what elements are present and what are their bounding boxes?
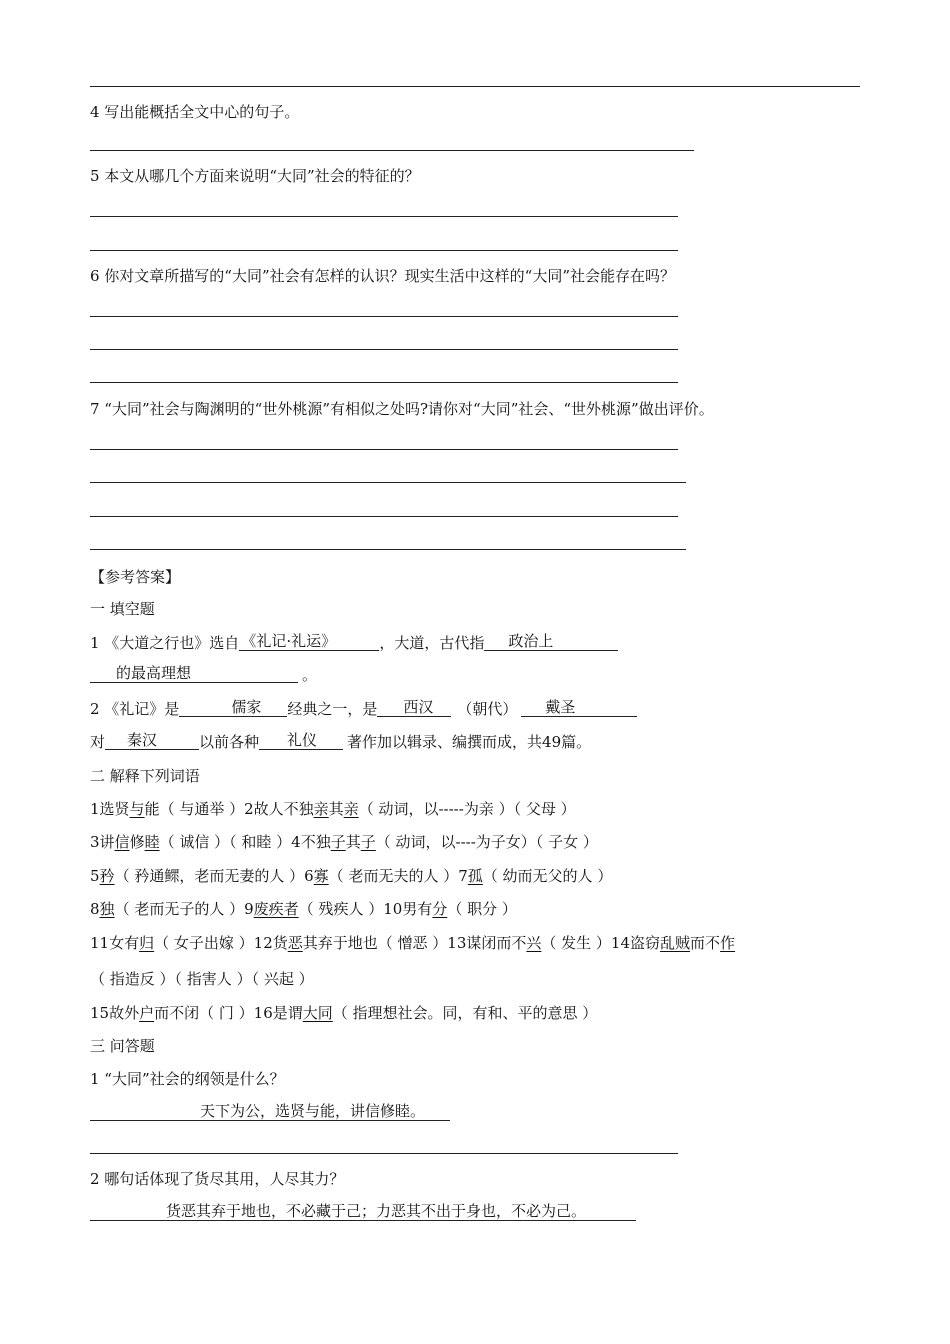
qa-2-answer: 货恶其弃于地也，不必藏于己；力恶其不出于身也，不必为己。 (90, 1203, 636, 1223)
word-row-15: 15故外户而不闭（ 门 ）16是谓大同（ 指理想社会。同，有和、平的意思 ） (90, 1004, 598, 1022)
answer-line (90, 516, 678, 517)
word-row-5: 5矜（ 矜通鳏，老而无妻的人 ）6寡（ 老而无夫的人 ）7孤（ 幼而无父的人 ） (90, 867, 613, 885)
section-2-title: 二 解释下列词语 (90, 767, 200, 785)
word-row-1: 1选贤与能（ 与通举 ）2故人不独亲其亲（ 动词，以-----为亲 ）（ 父母 ） (90, 800, 576, 818)
section-1-title: 一 填空题 (90, 600, 155, 618)
answer-1-line-2: 的最高理想 。 (90, 665, 317, 685)
answer-line (90, 316, 678, 317)
answer-line (90, 349, 678, 350)
top-rule (90, 86, 860, 87)
qa-1-answer: 天下为公，选贤与能，讲信修睦。 (90, 1103, 450, 1123)
qa-2-question: 2 哪句话体现了货尽其用，人尽其力？ (90, 1170, 345, 1188)
answer-line (90, 216, 678, 217)
section-3-title: 三 问答题 (90, 1037, 155, 1055)
answers-heading: 【参考答案】 (90, 568, 181, 586)
question-7: 7 “大同”社会与陶渊明的“世外桃源”有相似之处吗?请你对“大同”社会、“世外桃源”做出评价。 (90, 400, 714, 418)
answer-line (90, 150, 694, 151)
answer-line (90, 1153, 678, 1154)
answer-line (90, 250, 678, 251)
answer-2-line-2: 对 秦汉 以前各种 礼仪 著作加以辑录、编撰而成，共49篇。 (90, 731, 592, 751)
answer-line (90, 382, 678, 383)
answer-2-line-1: 2 《礼记》是 儒家 经典之一，是 西汉 （朝代） 戴圣 (90, 699, 637, 719)
word-row-11: 11女有归（ 女子出嫁 ）12货恶其弃于地也（ 憎恶 ）13谋闭而不兴（ 发生 ）14盗窃乱贼而不作 (90, 934, 736, 952)
question-5: 5 本文从哪几个方面来说明“大同”社会的特征的？ (90, 167, 420, 185)
answer-1-line-1: 1 《大道之行也》选自 《礼记·礼运》 ，大道，古代指 政治上 (90, 633, 618, 653)
word-row-3: 3讲信修睦（ 诚信 ）（ 和睦 ）4不独子其子（ 动词，以----为子女）（ 子女 ） (90, 833, 598, 851)
answer-line (90, 549, 686, 550)
word-row-11-cont: （ 指造反 ）（ 指害人 ）（ 兴起 ） (90, 970, 314, 988)
answer-line (90, 449, 678, 450)
answer-line (90, 482, 686, 483)
question-4: 4 写出能概括全文中心的句子。 (90, 103, 300, 121)
word-row-8: 8独（ 老而无子的人 ）9废疾者（ 残疾人 ）10男有分（ 职分 ） (90, 900, 517, 918)
question-6: 6 你对文章所描写的“大同”社会有怎样的认识？现实生活中这样的“大同”社会能存在吗？ (90, 267, 675, 285)
qa-1-question: 1 “大同”社会的纲领是什么？ (90, 1070, 285, 1088)
